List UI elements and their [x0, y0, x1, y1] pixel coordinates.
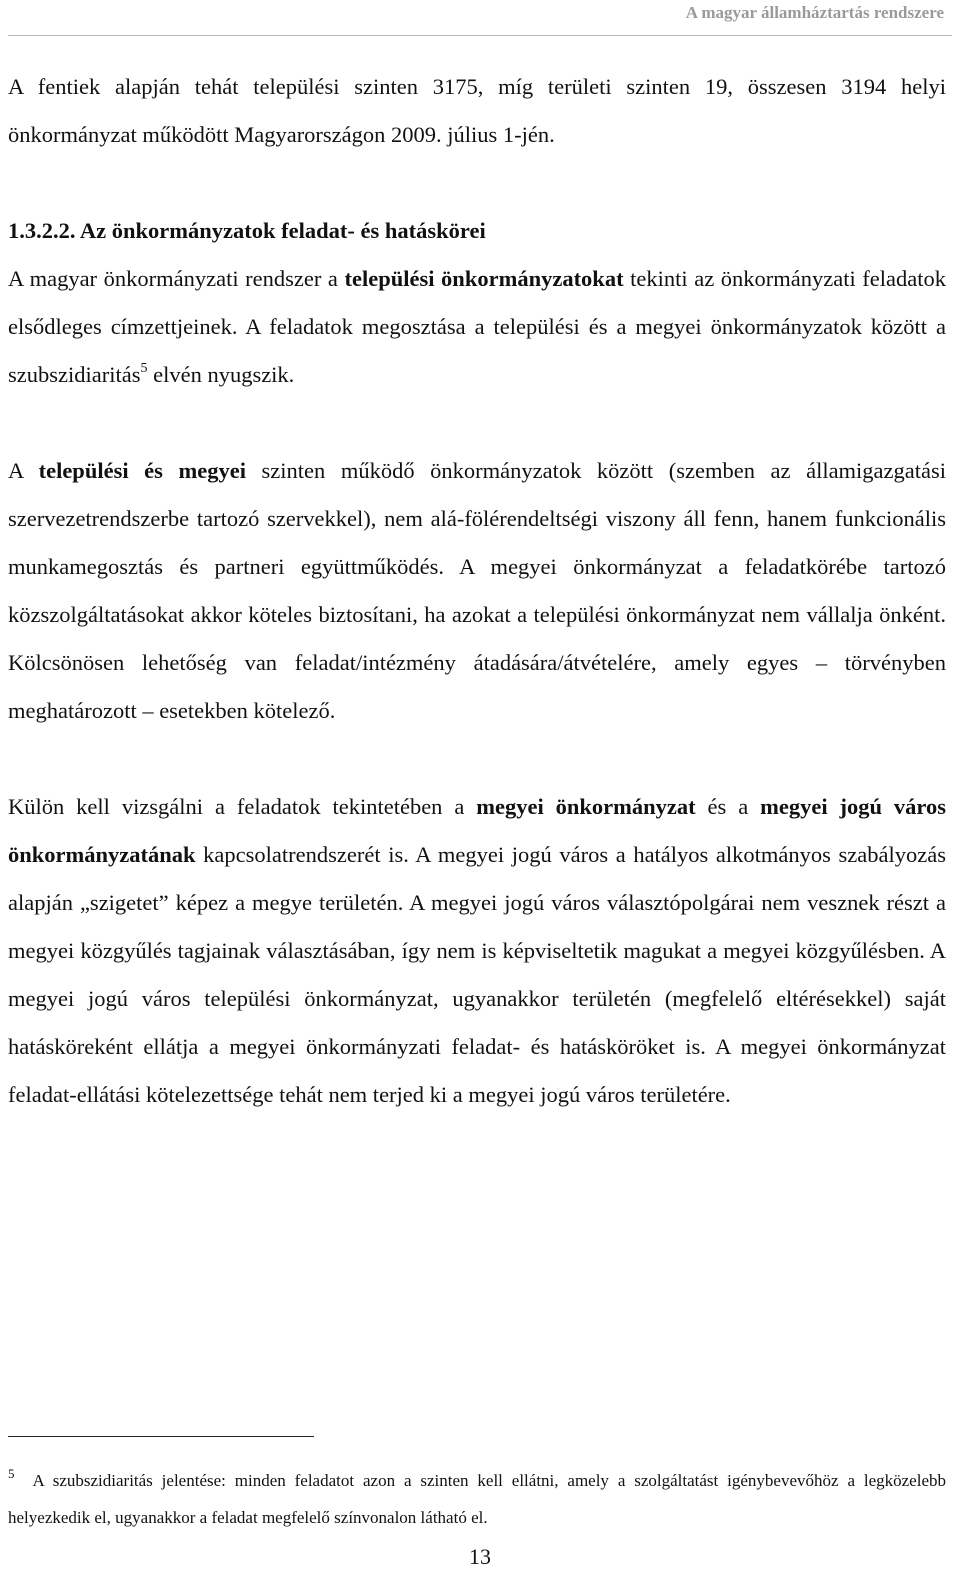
emphasis-local-governments: települési önkormányzatokat [344, 266, 624, 291]
emphasis-county-city-government: megyei jogú város önkormányzatának [8, 794, 947, 867]
running-title: A magyar államháztartás rendszere [685, 3, 944, 22]
text-run: A magyar önkormányzati rendszer a [8, 266, 345, 291]
spacer [8, 399, 946, 447]
section-heading [8, 207, 946, 255]
text-run: szinten működő önkormányzatok között (szemben az államigazgatási szervezetrendszerbe tartozó szervekkel), nem alá-fölérendeltségi viszony áll fenn, hanem funkcionális munkamegosztás és partneri együttműködés. A megyei önkormányzat a feladatkörébe tartozó közszolgáltatásokat akkor köteles biztosítani, ha azokat a települési önkormányzat nem vállalja önként. Kölcsönösen lehetőség van feladat/intézmény átadására/átvételére, amely egyes – törvényben meghatározott – esetekben kötelező. [8, 458, 947, 723]
text-run: és a [695, 794, 761, 819]
text-run: A [8, 458, 39, 483]
text-run: tekinti az önkormányzati feladatok elsődleges címzettjeinek. A feladatok megosztása a települési és a megyei önkormányzatok között a szubszidiaritás [8, 266, 946, 387]
running-header [0, 0, 960, 38]
spacer [8, 159, 946, 207]
header-rule [8, 35, 952, 36]
section-number: 1.3.2.2. [8, 218, 76, 243]
paragraph-county-city [8, 783, 946, 1119]
text-run: kapcsolatrendszerét is. A megyei jogú város a hatályos alkotmányos szabályozás alapján „szigetet” képez a megye területén. A megyei jogú város választópolgárai nem vesznek részt a megyei közgyűlés tagjainak választásában, így nem is képviseltetik magukat a megyei közgyűlésben. A megyei jogú város települési önkormányzat, ugyanakkor területén (megfelelő eltérésekkel) saját hatásköreként ellátja a megyei önkormányzati feladat- és hatásköröket is. A megyei önkormányzat feladat-ellátási kötelezettsége tehát nem terjed ki a megyei jogú város területére. [8, 842, 946, 1107]
paragraph-summary-text: A fentiek alapján tehát települési szinten 3175, míg területi szinten 19, összesen 3194 helyi önkormányzat működött Magyarországon 2009. július 1-jén. [8, 74, 946, 147]
page-body [8, 63, 946, 1119]
footnote-reference[interactable]: 5 [140, 361, 148, 376]
footnote-marker: 5 [8, 1466, 15, 1481]
section-title: Az önkormányzatok feladat- és hatáskörei [79, 218, 486, 243]
text-run: elvén nyugszik. [147, 362, 295, 387]
footnote-text: A szubszidiaritás jelentése: minden feladatot azon a szinten kell ellátni, amely a szolgáltatást igénybevevőhöz a legközelebb helyezkedik el, ugyanakkor a feladat megfelelő színvonalon látható el. [8, 1471, 946, 1527]
paragraph-intro [8, 255, 946, 399]
spacer [8, 735, 946, 783]
page-number [0, 1543, 960, 1571]
footnote-separator [8, 1436, 314, 1437]
text-run: Külön kell vizsgálni a feladatok tekintetében a [8, 794, 477, 819]
paragraph-summary [8, 63, 946, 159]
emphasis-county-government: megyei önkormányzat [476, 794, 696, 819]
page-number-text: 13 [469, 1544, 491, 1569]
paragraph-cooperation [8, 447, 946, 735]
footnote [8, 1462, 946, 1536]
emphasis-local-county: települési és megyei [38, 458, 246, 483]
